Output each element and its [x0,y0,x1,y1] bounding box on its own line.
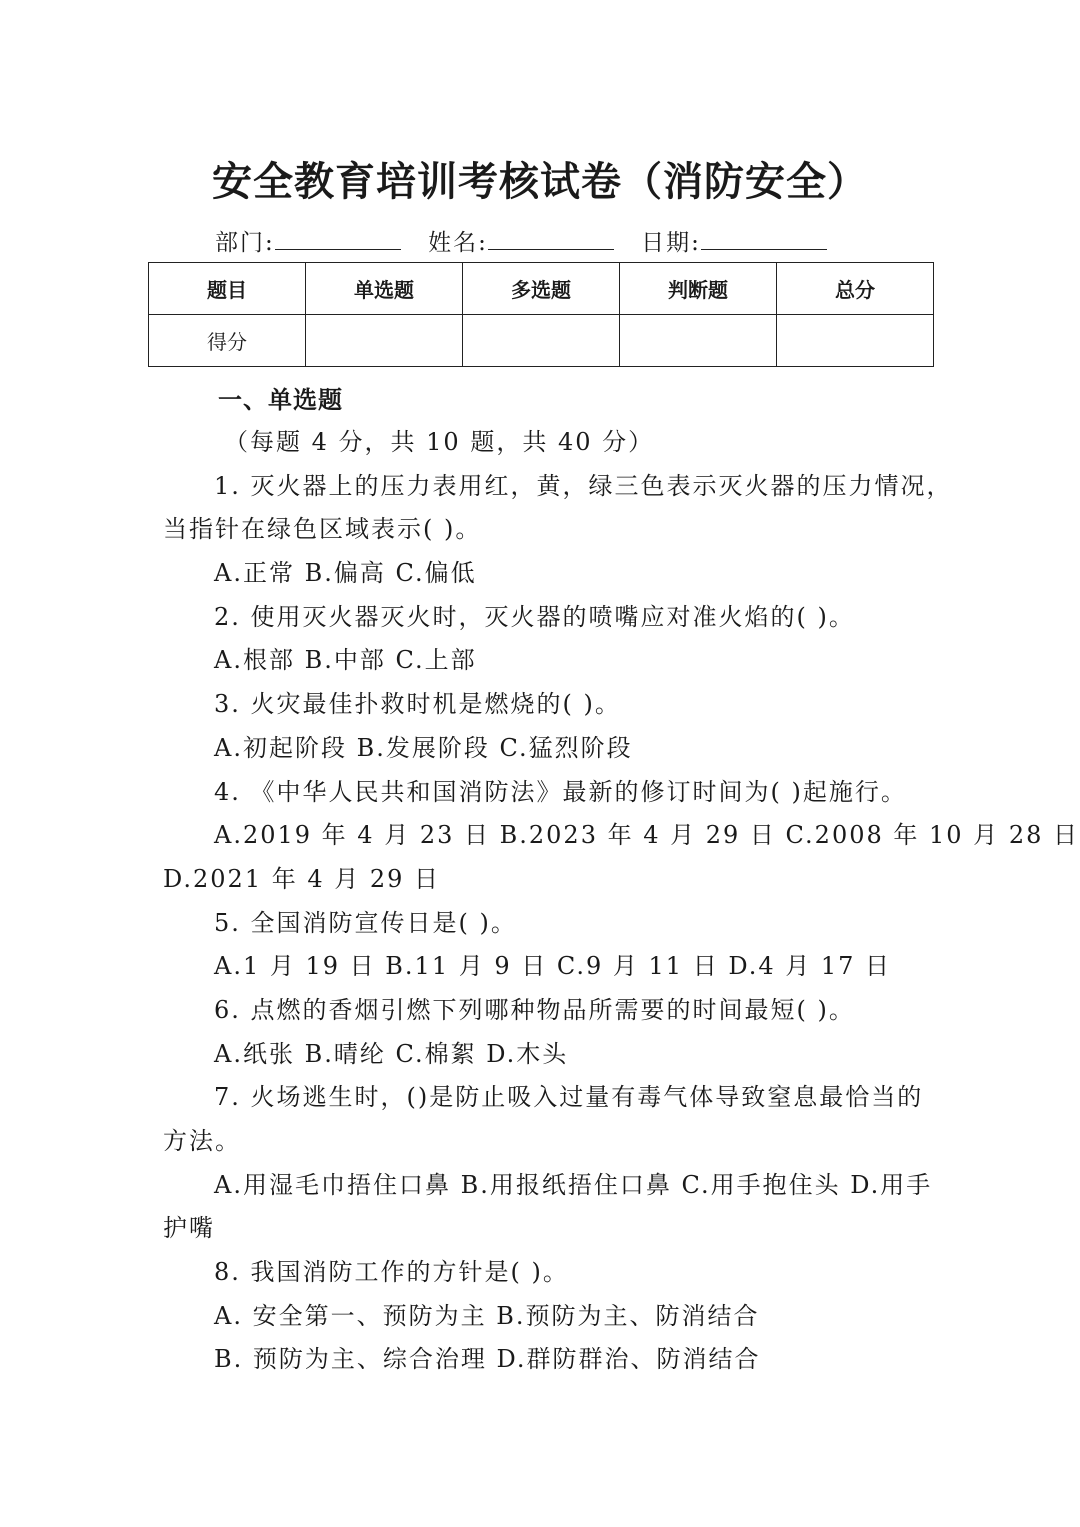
date-field [641,224,827,257]
question-line: 当指针在绿色区域表示( )。 [163,515,482,544]
score-cell-multiple-choice[interactable] [463,315,620,367]
question-line: A.根部 B.中部 C.上部 [214,646,477,675]
question-line: A.初起阶段 B.发展阶段 C.猛烈阶段 [214,733,633,762]
question-line: 3. 火灾最佳扑救时机是燃烧的( )。 [214,690,621,719]
score-table [148,262,934,367]
question-line: 方法。 [163,1127,241,1155]
score-table-header-row [149,263,934,315]
header-cell-multiple-choice: 多选题 [463,263,620,315]
header-cell-single-choice: 单选题 [306,263,463,315]
question-line: 1. 灭火器上的压力表用红，黄，绿三色表示灭火器的压力情况， [214,471,953,500]
department-blank[interactable] [275,227,401,250]
question-line: 2. 使用灭火器灭火时，灭火器的喷嘴应对准火焰的( )。 [214,602,855,631]
question-line: D.2021 年 4 月 29 日 [163,864,441,893]
header-cell-total: 总分 [777,263,934,315]
department-label: 部门: [215,230,275,256]
date-blank[interactable] [701,227,827,250]
department-field [215,224,401,257]
question-line: A. 安全第一、预防为主 B.预防为主、防消结合 [214,1301,760,1330]
score-row-label: 得分 [149,315,306,367]
question-line: A.用湿毛巾捂住口鼻 B.用报纸捂住口鼻 C.用手抱住头 D.用手 [214,1170,933,1199]
question-line: A.正常 B.偏高 C.偏低 [214,559,477,588]
question-line: 护嘴 [163,1214,215,1243]
section-title: 一、单选题 [218,386,343,414]
name-label: 姓名: [428,230,488,256]
document-title: 安全教育培训考核试卷（消防安全） [212,159,868,205]
question-list [163,421,1079,1382]
header-cell-topic: 题目 [149,263,306,315]
date-label: 日期: [641,230,701,256]
question-line: 8. 我国消防工作的方针是( )。 [214,1258,569,1287]
name-field [428,224,614,257]
question-line: 5. 全国消防宣传日是( )。 [214,908,517,937]
score-cell-single-choice[interactable] [306,315,463,367]
question-line: A.2019 年 4 月 23 日 B.2023 年 4 月 29 日 C.2008 年 10 月 28 日 [214,821,1079,850]
question-line: 4. 《中华人民共和国消防法》最新的修订时间为( )起施行。 [214,777,907,806]
name-blank[interactable] [488,227,614,250]
score-table-score-row [149,315,934,367]
question-line: B. 预防为主、综合治理 D.群防群治、防消结合 [214,1345,761,1374]
section-note: （每题 4 分，共 10 题，共 40 分） [224,428,655,456]
info-line [215,224,845,257]
score-cell-true-false[interactable] [620,315,777,367]
question-line: 7. 火场逃生时，()是防止吸入过量有毒气体导致窒息最恰当的 [214,1083,924,1112]
question-line: A.纸张 B.晴纶 C.棉絮 D.木头 [214,1039,569,1068]
score-cell-total[interactable] [777,315,934,367]
header-cell-true-false: 判断题 [620,263,777,315]
question-line: A.1 月 19 日 B.11 月 9 日 C.9 月 11 日 D.4 月 17 日 [214,952,892,981]
question-line: 6. 点燃的香烟引燃下列哪种物品所需要的时间最短( )。 [214,995,855,1024]
